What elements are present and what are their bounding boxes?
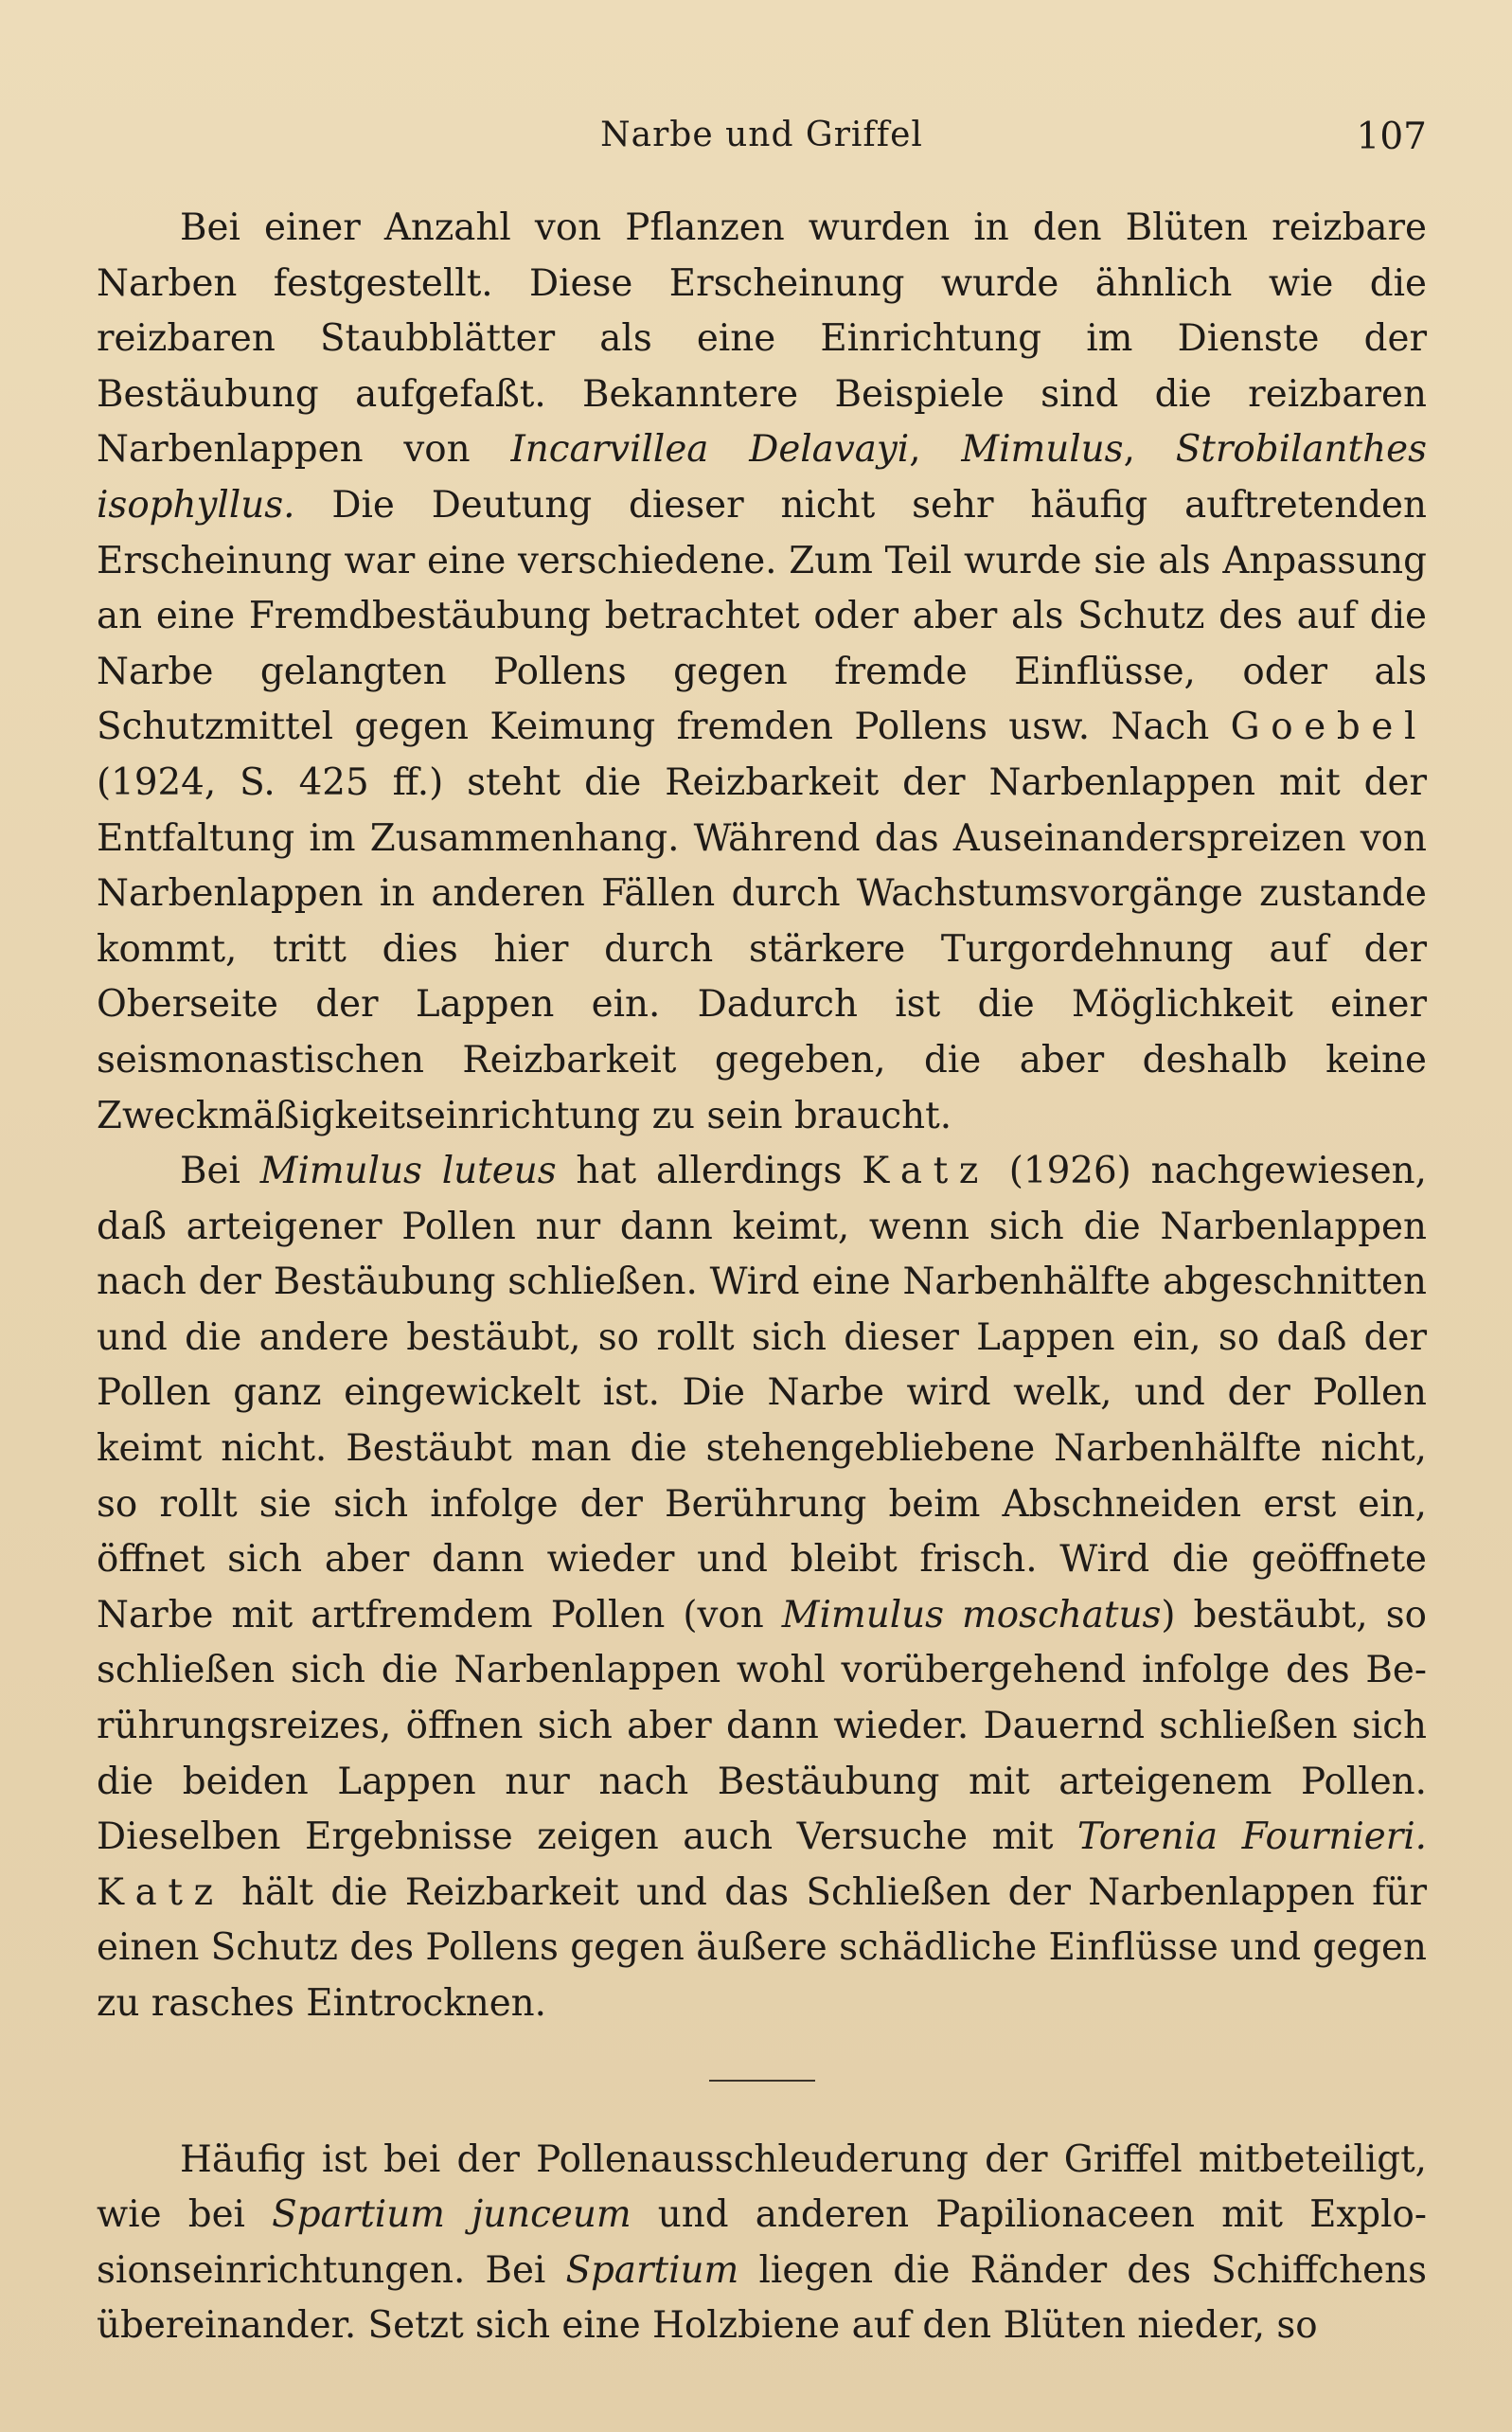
italic-term: Incarvillea Delavayi bbox=[510, 428, 910, 472]
text-run: , bbox=[909, 428, 962, 472]
paragraph-2 bbox=[97, 1144, 1427, 2032]
running-header bbox=[97, 116, 1427, 169]
italic-term: Spartium junceum bbox=[272, 2193, 631, 2237]
section-divider bbox=[709, 2080, 815, 2082]
italic-term: Strobilanthes isophyllus. bbox=[97, 428, 1427, 527]
author-name: Katz bbox=[97, 1870, 224, 1914]
italic-term: Spartium bbox=[565, 2248, 739, 2292]
author-name: Katz bbox=[862, 1150, 989, 1193]
italic-term: Mimulus luteus bbox=[259, 1150, 557, 1193]
page-body bbox=[97, 201, 1427, 2354]
text-run: hat allerdings bbox=[556, 1150, 863, 1193]
text-run: und anderen Papilionaceen mit Explosionseinrichtungen. Bei bbox=[97, 2193, 1427, 2292]
paragraph-3 bbox=[97, 2133, 1427, 2354]
text-run: Die Deutung dieser nicht sehr häufig auftretenden Erscheinung war eine verschiedene. Zum Teil wurde sie als Anpassung an eine Fremdbestäubung betrachtet oder aber als Schutz des auf die Narbe gelangten Pollens gegen fremde Einflüsse, oder als Schutzmittel gegen Keimung fremden Pollens usw. Nach bbox=[97, 483, 1427, 749]
page-number: 107 bbox=[1356, 116, 1427, 158]
italic-term: Mimulus moschatus bbox=[781, 1593, 1162, 1636]
text-run: Häufig ist bei der Pollenausschleuderung der Griffel mitbeteiligt, wie bei bbox=[97, 2137, 1427, 2237]
text-run: , bbox=[1123, 428, 1176, 472]
text-run: ) bestäubt, so schließen sich die Narbenlappen wohl vorübergehend infolge des Berührungsreizes, öffnen sich aber dann wieder. Dauernd schließen sich die beiden Lappen nur nach Bestäubung mit arteigenem Pollen. Dieselben Ergebnisse zeigen auch Versuche mit bbox=[97, 1593, 1427, 1859]
running-title: Narbe und Griffel bbox=[600, 116, 923, 154]
text-run: (1924, S. 425 ff.) steht die Reizbarkeit der Narbenlappen mit der Entfaltung im Zusammenhang. Während das Auseinanderspreizen von Narbenlappen in anderen Fällen durch Wachstumsvorgänge zustande kommt, tritt dies hier durch stärkere Turgordehnung auf der Oberseite der Lappen ein. Dadurch ist die Möglichkeit einer seismonastischen Reizbarkeit gegeben, die aber deshalb keine Zweckmäßigkeitseinrichtung zu sein braucht. bbox=[97, 760, 1427, 1137]
text-run: (1926) nachgewiesen, daß arteigener Pollen nur dann keimt, wenn sich die Narbenlappen nach der Bestäubung schließen. Wird eine Narbenhälfte abgeschnitten und die andere bestäubt, so rollt sich dieser Lappen ein, so daß der Pollen ganz eingewickelt ist. Die Narbe wird welk, und der Pollen keimt nicht. Bestäubt man die stehengebliebene Narbenhälfte nicht, so rollt sie sich infolge der Berührung beim Abschneiden erst ein, öffnet sich aber dann wieder und bleibt frisch. Wird die geöffnete Narbe mit artfremdem Pollen (von bbox=[97, 1150, 1428, 1636]
text-run: liegen die Ränder des Schiffchens übereinander. Setzt sich eine Holzbiene auf den Blüten nieder, so bbox=[97, 2248, 1427, 2348]
author-name: Goebel bbox=[1230, 706, 1427, 749]
text-run: hält die Reizbarkeit und das Schließen der Narbenlappen für einen Schutz des Pollens gegen äußere schädliche Einflüsse und gegen zu rasches Eintrocknen. bbox=[97, 1870, 1427, 2025]
italic-term: Mimulus bbox=[961, 428, 1124, 472]
paragraph-1 bbox=[97, 201, 1427, 1144]
text-run: Bei einer Anzahl von Pflanzen wurden in den Blüten reizbare Narben festgestellt. Diese Erscheinung wurde ähnlich wie die reizbaren Staubblätter als eine Einrichtung im Dienste der Bestäubung aufgefaßt. Bekanntere Beispiele sind die reizbaren Narbenlappen von bbox=[97, 206, 1427, 472]
text-run: Bei bbox=[180, 1150, 260, 1193]
italic-term: Torenia Fournieri. bbox=[1076, 1815, 1427, 1859]
